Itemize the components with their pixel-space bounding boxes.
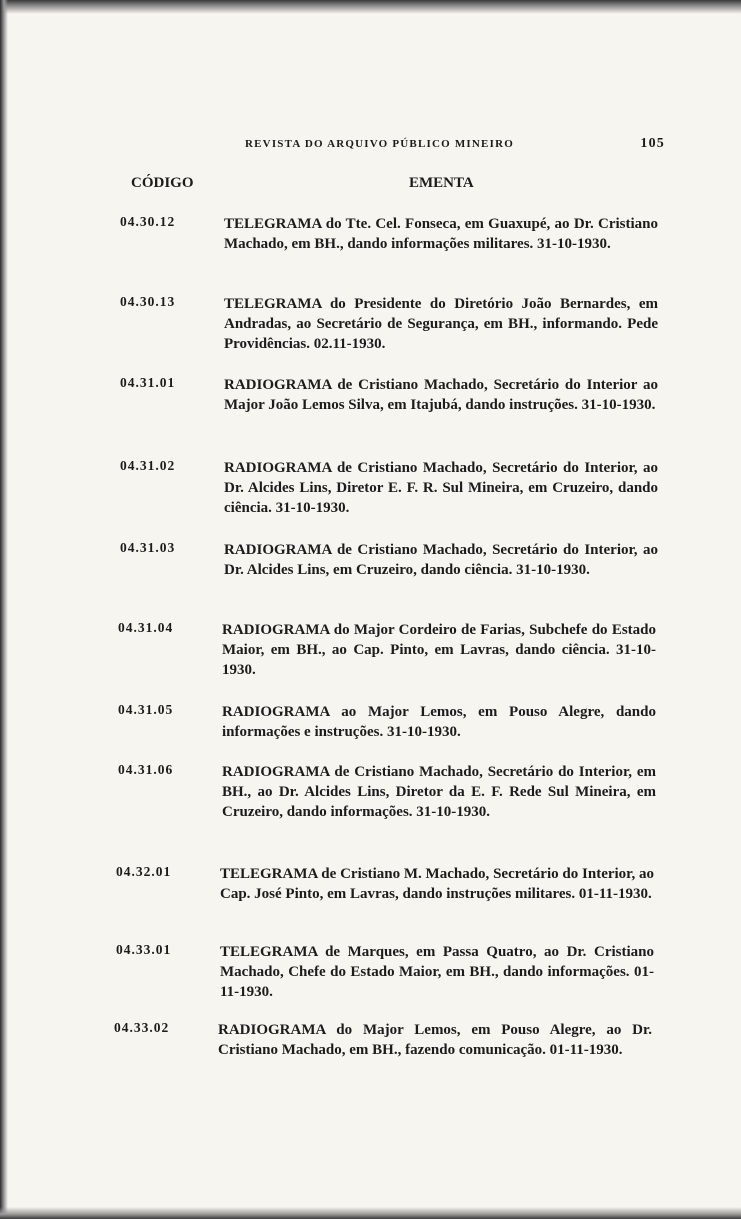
entry-code: 04.30.13 <box>120 294 176 309</box>
entry-summary: RADIOGRAMA de Cristiano Machado, Secretário do Interior, em BH., ao Dr. Alcides Lins, Diretor da E. F. Rede Sul Mineira, em Cruzeiro, dando informações. 31-10-1930. <box>222 764 656 820</box>
entry-summary: RADIOGRAMA do Major Lemos, em Pouso Alegre, ao Dr. Cristiano Machado, em BH., fazendo comunicação. 01-11-1930. <box>218 1022 652 1058</box>
entry-code: 04.31.02 <box>120 458 176 473</box>
entry-summary: RADIOGRAMA de Cristiano Machado, Secretário do Interior ao Major João Lemos Silva, em Itajubá, dando instruções. 31-10-1930. <box>224 377 658 413</box>
entry-summary: TELEGRAMA do Presidente do Diretório João Bernardes, em Andradas, ao Secretário de Segurança, em BH., informando. Pede Providências. 02.11-1930. <box>224 296 658 352</box>
entry-summary: TELEGRAMA de Marques, em Passa Quatro, ao Dr. Cristiano Machado, Chefe do Estado Maior, em BH., dando informações. 01-11-1930. <box>220 944 654 1000</box>
entry-code: 04.31.01 <box>120 375 176 390</box>
column-header-code: CÓDIGO <box>131 175 194 191</box>
entry-summary: TELEGRAMA de Cristiano M. Machado, Secretário do Interior, ao Cap. José Pinto, em Lavras, dando instruções militares. 01-11-1930. <box>220 866 654 902</box>
entry-code: 04.31.06 <box>118 762 174 777</box>
entry-code: 04.33.01 <box>116 942 172 957</box>
entry-summary: RADIOGRAMA de Cristiano Machado, Secretário do Interior, ao Dr. Alcides Lins, em Cruzeiro, dando ciência. 31-10-1930. <box>224 542 658 578</box>
page-number: 105 <box>640 136 665 151</box>
column-header-summary: EMENTA <box>409 175 474 191</box>
entry-code: 04.32.01 <box>116 864 172 879</box>
entry-code: 04.31.04 <box>118 620 174 635</box>
entry-summary: RADIOGRAMA do Major Cordeiro de Farias, Subchefe do Estado Maior, em BH., ao Cap. Pinto, em Lavras, dando ciência. 31-10-1930. <box>222 622 656 678</box>
entry-summary: TELEGRAMA do Tte. Cel. Fonseca, em Guaxupé, ao Dr. Cristiano Machado, em BH., dando informações militares. 31-10-1930. <box>224 216 658 252</box>
entry-code: 04.31.05 <box>118 702 174 717</box>
entry-code: 04.33.02 <box>114 1020 170 1035</box>
entry-code: 04.30.12 <box>120 214 176 229</box>
entry-summary: RADIOGRAMA ao Major Lemos, em Pouso Alegre, dando informações e instruções. 31-10-1930. <box>222 704 656 740</box>
entry-code: 04.31.03 <box>120 540 176 555</box>
entry-summary: RADIOGRAMA de Cristiano Machado, Secretário do Interior, ao Dr. Alcides Lins, Diretor E. F. R. Sul Mineira, em Cruzeiro, dando ciência. 31-10-1930. <box>224 460 658 516</box>
running-title: REVISTA DO ARQUIVO PÚBLICO MINEIRO <box>245 138 514 150</box>
